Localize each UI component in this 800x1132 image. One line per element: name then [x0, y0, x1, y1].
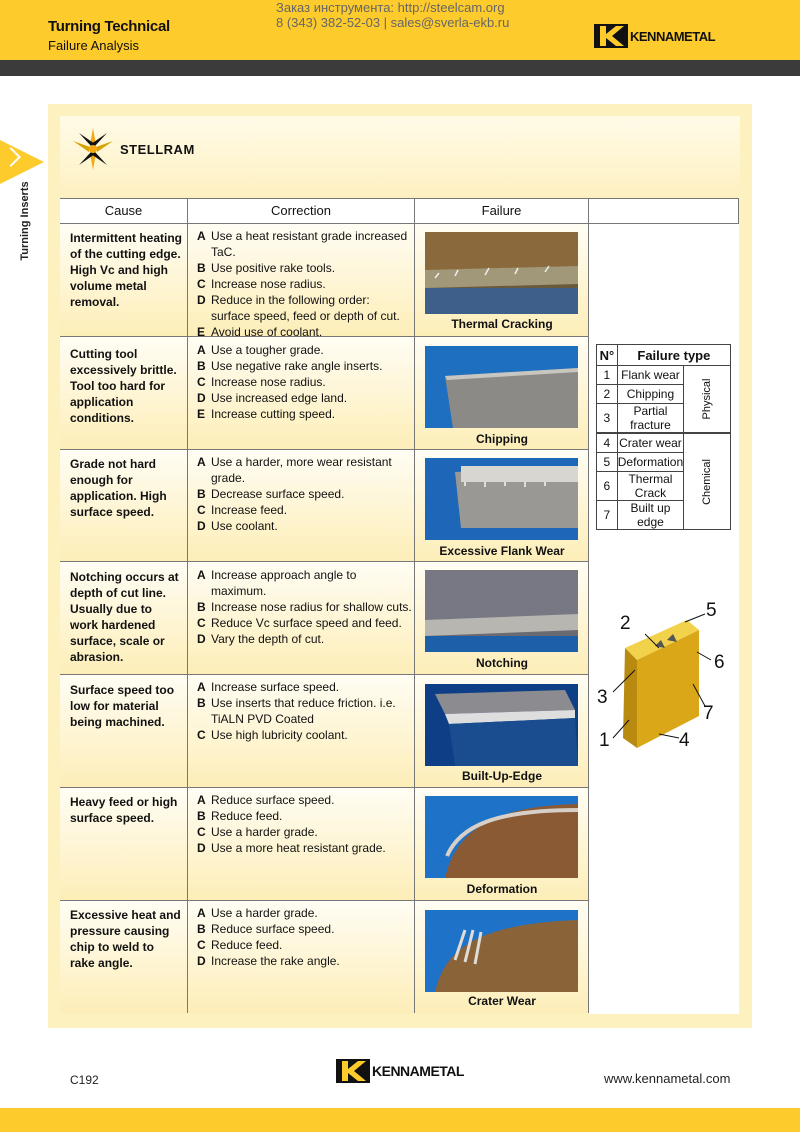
side-section-label: Turning Inserts [19, 181, 31, 261]
grid-line [588, 198, 589, 1013]
callout-5: 5 [706, 600, 717, 621]
legend-row: 7 Built up edge [597, 501, 731, 530]
callout-4: 4 [679, 730, 690, 751]
correction-item: A Use a heat resistant grade increased TaC. [197, 229, 408, 259]
grid-line [60, 787, 588, 788]
legend-header-no: N° [597, 345, 618, 366]
failure-label: Chipping [476, 432, 528, 446]
correction-item: E Increase cutting speed. [197, 407, 336, 421]
kennametal-logo-footer [336, 1058, 464, 1084]
order-line-2: 8 (343) 382-52-03 | sales@sverla-ekb.ru [276, 15, 510, 30]
legend-row: 4 Crater wear Chemical [597, 433, 731, 453]
cause-text: Notching occurs at depth of cut line. Usually due to work hardened surface, scale or abrasion. [70, 570, 179, 664]
stellram-wordmark: STELLRAM [120, 141, 195, 157]
excessive-flank-wear-photo [425, 458, 578, 540]
correction-item: A Increase surface speed. [197, 680, 340, 694]
correction-item: D Vary the depth of cut. [197, 632, 325, 646]
legend-group-chemical: Chemical [684, 433, 731, 530]
notching-photo [425, 570, 578, 652]
kennametal-wordmark: KENNAMETAL [630, 28, 716, 44]
chipping-photo [425, 346, 578, 428]
correction-item: D Increase the rake angle. [197, 954, 340, 968]
correction-item: A Use a harder grade. [197, 906, 318, 920]
failure-label: Excessive Flank Wear [439, 544, 565, 558]
built-up-edge-photo [425, 684, 578, 766]
grid-line [60, 561, 588, 562]
kennametal-k-icon [594, 24, 628, 48]
correction-list [197, 679, 412, 743]
kennametal-wordmark: KENNAMETAL [372, 1063, 464, 1079]
deformation-photo [425, 796, 578, 878]
cause-text: Intermittent heating of the cutting edge. High Vc and high volume metal removal. [70, 231, 183, 309]
footer-band [0, 1108, 800, 1132]
callout-3: 3 [597, 687, 608, 708]
grid-line [60, 449, 588, 450]
grid-line [187, 198, 188, 1013]
cause-text: Excessive heat and pressure causing chip to weld to rake angle. [70, 908, 181, 970]
correction-list [197, 342, 412, 422]
cause-text: Grade not hard enough for application. High surface speed. [70, 457, 167, 519]
correction-item: C Use a harder grade. [197, 825, 318, 839]
correction-item: D Reduce in the following order: surface speed, feed or depth of cut. [197, 293, 400, 323]
cause-text: Heavy feed or high surface speed. [70, 795, 178, 825]
crater-wear-photo [425, 910, 578, 992]
legend-row: 3 Partial fracture [597, 404, 731, 434]
order-info [276, 0, 509, 30]
correction-item: B Reduce surface speed. [197, 922, 335, 936]
column-header-failure: Failure [415, 199, 588, 223]
correction-list [197, 454, 412, 534]
correction-list [197, 792, 412, 856]
correction-item: A Increase approach angle to maximum. [197, 568, 357, 598]
correction-item: D Use a more heat resistant grade. [197, 841, 386, 855]
stellram-star-icon [70, 126, 116, 172]
correction-item: B Use negative rake angle inserts. [197, 359, 383, 373]
correction-item: B Reduce feed. [197, 809, 283, 823]
callout-7: 7 [703, 703, 714, 724]
correction-item: C Reduce feed. [197, 938, 283, 952]
correction-item: B Use positive rake tools. [197, 261, 336, 275]
callout-2: 2 [620, 613, 631, 634]
correction-item: C Increase nose radius. [197, 375, 326, 389]
header-title: Turning Technical [48, 18, 170, 35]
correction-item: A Reduce surface speed. [197, 793, 335, 807]
correction-item: C Reduce Vc surface speed and feed. [197, 616, 402, 630]
grid-line [60, 674, 588, 675]
header-dark-band [0, 60, 800, 76]
correction-item: C Use high lubricity coolant. [197, 728, 348, 742]
stellram-logo [70, 126, 195, 172]
grid-line [60, 900, 588, 901]
failure-label: Thermal Cracking [451, 317, 553, 331]
order-line-1: Заказ инструмента: http://steelcam.org [276, 0, 505, 15]
failure-label: Built-Up-Edge [462, 769, 542, 783]
header-subtitle: Failure Analysis [48, 38, 140, 53]
correction-item: D Use coolant. [197, 519, 278, 533]
callout-6: 6 [714, 652, 725, 673]
grid-line [738, 198, 739, 224]
legend-row: 6 Thermal Crack [597, 472, 731, 501]
failure-label: Crater Wear [468, 994, 536, 1008]
correction-item: B Use inserts that reduce friction. i.e. TiALN PVD Coated [197, 696, 396, 726]
legend-row: 2 Chipping [597, 385, 731, 404]
correction-item: E Avoid use of coolant. [197, 325, 323, 339]
cause-text: Cutting tool excessively brittle. Tool too hard for application conditions. [70, 347, 177, 425]
legend-row: 5 Deformation [597, 453, 731, 472]
insert-wear-diagram [595, 600, 735, 760]
failure-label: Deformation [466, 882, 538, 896]
correction-list [197, 228, 412, 340]
cause-text: Surface speed too low for material being machined. [70, 683, 175, 729]
legend-row: 1 Flank wear Physical [597, 366, 731, 385]
correction-item: B Decrease surface speed. [197, 487, 345, 501]
correction-item: C Increase nose radius. [197, 277, 326, 291]
kennametal-logo-header [594, 24, 715, 48]
failure-label: Notching [476, 656, 528, 670]
column-header-correction: Correction [188, 199, 414, 223]
kennametal-k-icon [336, 1058, 370, 1084]
legend-group-physical: Physical [684, 366, 731, 434]
grid-line [60, 223, 738, 224]
correction-list [197, 905, 412, 969]
legend-header-type: Failure type [617, 345, 730, 366]
grid-line [414, 198, 415, 1013]
correction-item: D Use increased edge land. [197, 391, 348, 405]
grid-line [60, 198, 738, 199]
website-link[interactable]: www.kennametal.com [604, 1071, 731, 1086]
column-header-cause: Cause [60, 199, 187, 223]
correction-item: A Use a harder, more wear resistant grade. [197, 455, 392, 485]
callout-1: 1 [599, 730, 610, 751]
correction-item: B Increase nose radius for shallow cuts. [197, 600, 412, 614]
page-code: C192 [70, 1073, 99, 1087]
correction-item: C Increase feed. [197, 503, 288, 517]
correction-list [197, 567, 412, 647]
correction-item: A Use a tougher grade. [197, 343, 324, 357]
failure-type-legend [596, 344, 731, 530]
thermal-cracking-photo [425, 232, 578, 314]
